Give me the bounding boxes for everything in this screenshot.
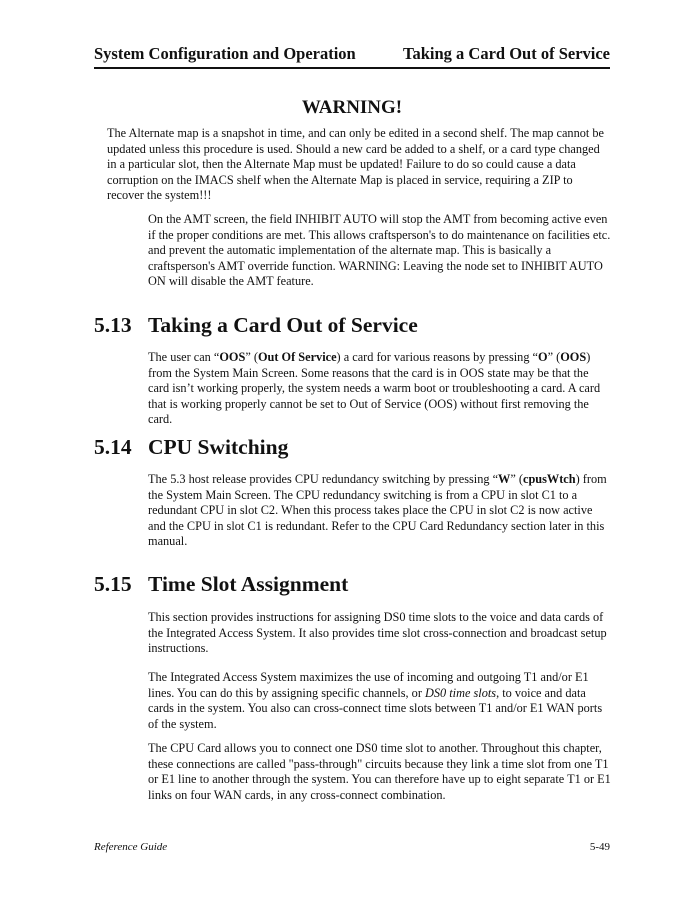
footer-doc-title: Reference Guide xyxy=(94,841,168,853)
time-slot-intro-paragraph: This section provides instructions for assigning DS0 time slots to the voice and data cards of the Integrated Access System. It also provides time slot cross-connection and broadcast setup instructions. xyxy=(148,610,607,656)
section-heading-5-14 xyxy=(94,435,288,460)
running-header xyxy=(94,40,610,69)
section-number: 5.13 xyxy=(94,313,132,337)
cpu-switching-paragraph: The 5.3 host release provides CPU redundancy switching by pressing “W” (cpusWtch) from the System Main Screen. The CPU redundancy switching is from a CPU in slot C1 to a redundant CPU in slot C2. When this process takes place the CPU in slot C2 is now active and the CPU in slot C1 is redundant. Refer to the CPU Card Redundancy section later in this manual. xyxy=(148,472,607,549)
section-number: 5.14 xyxy=(94,435,132,459)
page-number: 5-49 xyxy=(589,841,610,853)
section-heading-5-13 xyxy=(94,313,418,338)
section-heading-5-15 xyxy=(94,572,348,597)
running-footer xyxy=(94,841,610,853)
oos-paragraph: The user can “OOS” (Out Of Service) a card for various reasons by pressing “O” (OOS) from the System Main Screen. Some reasons that the card is in OOS state may be that the card isn’t working properly, the system needs a warm boot or troubleshooting a card. A card that is working properly cannot be set to Out of Service (OOS) without first removing the card. xyxy=(148,350,601,427)
section-title: CPU Switching xyxy=(148,435,289,459)
header-section-title: Taking a Card Out of Service xyxy=(402,44,610,63)
header-chapter-title: System Configuration and Operation xyxy=(94,44,356,63)
section-number: 5.15 xyxy=(94,572,132,596)
time-slot-usage-paragraph: The Integrated Access System maximizes the use of incoming and outgoing T1 and/or E1 lines. You can do this by assigning specific channels, or DS0 time slots, to voice and data cards in the system. You also can cross-connect time slots between T1 and/or E1 WAN ports of the system. xyxy=(148,670,603,731)
section-title: Time Slot Assignment xyxy=(148,572,349,596)
pass-through-paragraph: The CPU Card allows you to connect one DS0 time slot to another. Throughout this chapter, these connections are called "pass-through" circuits because they link a time slot from one T1 or E1 line to another through the system. You can therefore have up to eight separate T1 or E1 links on four WAN cards, in any cross-connect combination. xyxy=(148,741,611,802)
warning-title: WARNING! xyxy=(301,97,403,118)
section-title: Taking a Card Out of Service xyxy=(148,313,418,337)
amt-inhibit-paragraph: On the AMT screen, the field INHIBIT AUTO will stop the AMT from becoming active even if the proper conditions are met. This allows craftsperson's to do maintenance on facilities etc. and prevent the automatic implementation of the alternate map. This is basically a craftsperson's AMT override function. WARNING: Leaving the node set to INHIBIT AUTO ON will disable the AMT feature. xyxy=(148,212,611,289)
warning-body: The Alternate map is a snapshot in time, and can only be edited in a second shelf. The map cannot be updated unless this procedure is used. Should a new card be added to a shelf, or a card type changed in a particular slot, then the Alternate Map must be updated! Failure to do so could cause a data corruption on the IMACS shelf when the Alternate Map is placed in service, requiring a ZIP to recover the system!!! xyxy=(107,126,604,203)
